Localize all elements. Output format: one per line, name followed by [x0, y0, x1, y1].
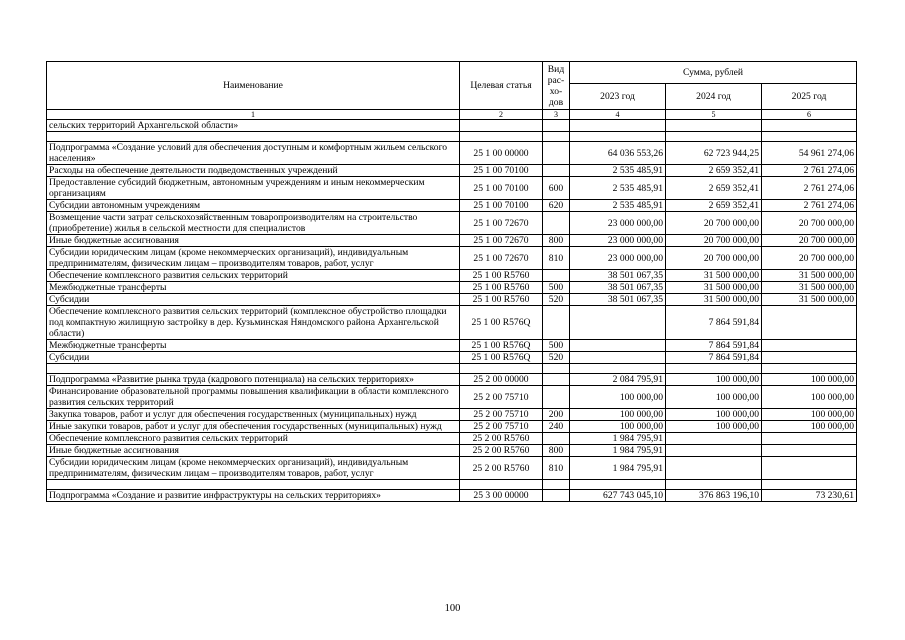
cell-sum-2024: [666, 445, 762, 457]
cell-sum-2023: [570, 306, 666, 340]
cell-sum-2023: 23 000 000,00: [570, 247, 666, 270]
empty-cell: [543, 132, 570, 142]
page-number: 100: [444, 603, 461, 614]
cell-sum-2024: 31 500 000,00: [666, 282, 762, 294]
cell-sum-2023: [570, 120, 666, 132]
spacer-row: [47, 132, 857, 142]
cell-name: Субсидии юридическим лицам (кроме некоммерческих организаций), индивидуальным предпринимателям, физическим лицам – производителям товаров, работ, услуг: [47, 247, 460, 270]
cell-name: Межбюджетные трансферты: [47, 340, 460, 352]
empty-cell: [762, 364, 857, 374]
column-number-row: [47, 110, 857, 120]
cell-sum-2024: 100 000,00: [666, 421, 762, 433]
table-row: [47, 352, 857, 364]
cell-target-article: 25 2 00 R5760: [460, 445, 543, 457]
cell-target-article: 25 1 00 70100: [460, 200, 543, 212]
header-year-2025: 2025 год: [762, 84, 857, 110]
table-row: [47, 306, 857, 340]
cell-sum-2024: 7 864 591,84: [666, 306, 762, 340]
table-row: [47, 235, 857, 247]
cell-sum-2025: 100 000,00: [762, 386, 857, 409]
column-number: 3: [543, 110, 570, 120]
cell-name: Обеспечение комплексного развития сельских территорий (комплексное обустройство площадки под компактную жилищную застройку в дер. Кузьминская Няндомского района Архангельской области): [47, 306, 460, 340]
header-year-2024: 2024 год: [666, 84, 762, 110]
cell-target-article: 25 1 00 72670: [460, 235, 543, 247]
empty-cell: [47, 132, 460, 142]
budget-table-body: [47, 120, 857, 502]
cell-name: Предоставление субсидий бюджетным, автономным учреждениям и иным некоммерческим организациям: [47, 177, 460, 200]
table-row: [47, 165, 857, 177]
cell-target-article: 25 1 00 R5760: [460, 294, 543, 306]
cell-sum-2025: 20 700 000,00: [762, 247, 857, 270]
header-sum: Сумма, рублей: [570, 62, 857, 84]
cell-sum-2024: 7 864 591,84: [666, 340, 762, 352]
cell-target-article: 25 1 00 R576Q: [460, 306, 543, 340]
header-year-2023: 2023 год: [570, 84, 666, 110]
cell-sum-2023: 1 984 795,91: [570, 457, 666, 480]
table-row: [47, 457, 857, 480]
cell-expense-type: [543, 165, 570, 177]
cell-target-article: 25 1 00 72670: [460, 247, 543, 270]
column-number: 1: [47, 110, 460, 120]
header-target-article: Целевая статья: [460, 62, 543, 110]
cell-target-article: 25 1 00 70100: [460, 177, 543, 200]
cell-sum-2023: [570, 352, 666, 364]
cell-expense-type: 810: [543, 457, 570, 480]
cell-sum-2025: [762, 306, 857, 340]
subprogram-row: [47, 142, 857, 165]
cell-sum-2025: 100 000,00: [762, 421, 857, 433]
spacer-row: [47, 364, 857, 374]
cell-sum-2024: 2 659 352,41: [666, 165, 762, 177]
empty-cell: [666, 364, 762, 374]
cell-name: Обеспечение комплексного развития сельских территорий: [47, 270, 460, 282]
cell-sum-2025: 20 700 000,00: [762, 212, 857, 235]
cell-name: Иные закупки товаров, работ и услуг для обеспечения государственных (муниципальных) нужд: [47, 421, 460, 433]
cell-target-article: 25 1 00 00000: [460, 142, 543, 165]
table-row: [47, 421, 857, 433]
cell-sum-2025: 2 761 274,06: [762, 165, 857, 177]
cell-name: Закупка товаров, работ и услуг для обеспечения государственных (муниципальных) нужд: [47, 409, 460, 421]
table-row: [47, 270, 857, 282]
cell-expense-type: [543, 212, 570, 235]
cell-sum-2024: [666, 433, 762, 445]
cell-name: Межбюджетные трансферты: [47, 282, 460, 294]
cell-sum-2023: 100 000,00: [570, 386, 666, 409]
cell-sum-2025: 100 000,00: [762, 374, 857, 386]
table-row: [47, 177, 857, 200]
cell-name: Субсидии: [47, 352, 460, 364]
cell-sum-2024: 2 659 352,41: [666, 200, 762, 212]
cell-name: Субсидии юридическим лицам (кроме некоммерческих организаций), индивидуальным предпринимателям, физическим лицам – производителям товаров, работ, услуг: [47, 457, 460, 480]
empty-cell: [570, 480, 666, 490]
header-name: Наименование: [47, 62, 460, 110]
cell-target-article: 25 2 00 75710: [460, 421, 543, 433]
cell-sum-2024: 100 000,00: [666, 386, 762, 409]
cell-name: Расходы на обеспечение деятельности подведомственных учреждений: [47, 165, 460, 177]
cell-expense-type: 520: [543, 294, 570, 306]
empty-cell: [543, 480, 570, 490]
cell-sum-2023: [570, 340, 666, 352]
cell-sum-2024: 31 500 000,00: [666, 294, 762, 306]
subprogram-row: [47, 120, 857, 132]
cell-target-article: 25 1 00 R5760: [460, 282, 543, 294]
empty-cell: [762, 132, 857, 142]
cell-sum-2024: [666, 457, 762, 480]
empty-cell: [666, 132, 762, 142]
empty-cell: [570, 364, 666, 374]
cell-target-article: 25 2 00 R5760: [460, 433, 543, 445]
cell-sum-2023: 100 000,00: [570, 409, 666, 421]
column-number: 5: [666, 110, 762, 120]
cell-name: сельских территорий Архангельской области»: [47, 120, 460, 132]
cell-name: Подпрограмма «Создание и развитие инфраструктуры на сельских территориях»: [47, 490, 460, 502]
cell-name: Иные бюджетные ассигнования: [47, 235, 460, 247]
cell-sum-2025: 100 000,00: [762, 409, 857, 421]
column-number: 6: [762, 110, 857, 120]
budget-page: [46, 61, 856, 502]
cell-target-article: 25 2 00 75710: [460, 409, 543, 421]
table-row: [47, 409, 857, 421]
cell-expense-type: 810: [543, 247, 570, 270]
empty-cell: [762, 480, 857, 490]
cell-sum-2023: 1 984 795,91: [570, 433, 666, 445]
table-row: [47, 200, 857, 212]
cell-expense-type: 620: [543, 200, 570, 212]
cell-sum-2024: 20 700 000,00: [666, 212, 762, 235]
cell-sum-2025: 73 230,61: [762, 490, 857, 502]
cell-expense-type: [543, 490, 570, 502]
cell-sum-2023: 23 000 000,00: [570, 212, 666, 235]
cell-sum-2024: 100 000,00: [666, 374, 762, 386]
cell-sum-2023: 38 501 067,35: [570, 270, 666, 282]
cell-target-article: 25 1 00 70100: [460, 165, 543, 177]
cell-expense-type: [543, 120, 570, 132]
cell-expense-type: 800: [543, 445, 570, 457]
cell-sum-2023: 38 501 067,35: [570, 294, 666, 306]
cell-sum-2025: [762, 457, 857, 480]
cell-sum-2025: 2 761 274,06: [762, 177, 857, 200]
cell-sum-2025: 54 961 274,06: [762, 142, 857, 165]
table-row: [47, 247, 857, 270]
column-number: 4: [570, 110, 666, 120]
cell-sum-2025: 20 700 000,00: [762, 235, 857, 247]
cell-target-article: [460, 120, 543, 132]
table-row: [47, 340, 857, 352]
cell-sum-2024: 7 864 591,84: [666, 352, 762, 364]
cell-sum-2023: 627 743 045,10: [570, 490, 666, 502]
cell-expense-type: [543, 306, 570, 340]
cell-sum-2023: 38 501 067,35: [570, 282, 666, 294]
cell-sum-2025: 31 500 000,00: [762, 282, 857, 294]
cell-sum-2025: 2 761 274,06: [762, 200, 857, 212]
empty-cell: [460, 364, 543, 374]
table-row: [47, 386, 857, 409]
cell-name: Подпрограмма «Создание условий для обеспечения доступным и комфортным жильем сельского населения»: [47, 142, 460, 165]
cell-sum-2025: [762, 340, 857, 352]
empty-cell: [460, 132, 543, 142]
cell-expense-type: 800: [543, 235, 570, 247]
cell-expense-type: 240: [543, 421, 570, 433]
table-row: [47, 433, 857, 445]
cell-sum-2024: 100 000,00: [666, 409, 762, 421]
empty-cell: [666, 480, 762, 490]
cell-sum-2024: 62 723 944,25: [666, 142, 762, 165]
cell-target-article: 25 2 00 R5760: [460, 457, 543, 480]
empty-cell: [570, 132, 666, 142]
cell-expense-type: [543, 270, 570, 282]
cell-sum-2023: 2 084 795,91: [570, 374, 666, 386]
cell-name: Подпрограмма «Развитие рынка труда (кадрового потенциала) на сельских территориях»: [47, 374, 460, 386]
cell-sum-2025: [762, 352, 857, 364]
spacer-row: [47, 480, 857, 490]
cell-target-article: 25 3 00 00000: [460, 490, 543, 502]
table-row: [47, 445, 857, 457]
cell-target-article: 25 2 00 00000: [460, 374, 543, 386]
cell-expense-type: [543, 374, 570, 386]
cell-sum-2024: 20 700 000,00: [666, 247, 762, 270]
cell-sum-2025: [762, 433, 857, 445]
cell-expense-type: 200: [543, 409, 570, 421]
cell-target-article: 25 1 00 72670: [460, 212, 543, 235]
cell-sum-2023: 1 984 795,91: [570, 445, 666, 457]
cell-expense-type: 500: [543, 282, 570, 294]
cell-target-article: 25 1 00 R5760: [460, 270, 543, 282]
empty-cell: [47, 364, 460, 374]
cell-expense-type: 500: [543, 340, 570, 352]
cell-sum-2025: 31 500 000,00: [762, 270, 857, 282]
cell-sum-2024: 376 863 196,10: [666, 490, 762, 502]
cell-expense-type: 520: [543, 352, 570, 364]
subprogram-row: [47, 490, 857, 502]
empty-cell: [460, 480, 543, 490]
cell-sum-2024: 2 659 352,41: [666, 177, 762, 200]
budget-table: [46, 61, 857, 502]
cell-sum-2025: 31 500 000,00: [762, 294, 857, 306]
table-row: [47, 212, 857, 235]
cell-target-article: 25 1 00 R576Q: [460, 352, 543, 364]
empty-cell: [47, 480, 460, 490]
cell-name: Возмещение части затрат сельскохозяйственным товаропроизводителям на строительство (приобретение) жилья в сельской местности для специалистов: [47, 212, 460, 235]
header-expense-type: Вид рас-хо-дов: [543, 62, 570, 110]
cell-expense-type: [543, 142, 570, 165]
cell-sum-2025: [762, 445, 857, 457]
cell-sum-2023: 2 535 485,91: [570, 200, 666, 212]
cell-expense-type: [543, 386, 570, 409]
cell-name: Финансирование образовательной программы повышения квалификации в области комплексного развития сельских территорий: [47, 386, 460, 409]
cell-sum-2023: 2 535 485,91: [570, 177, 666, 200]
cell-sum-2024: 20 700 000,00: [666, 235, 762, 247]
cell-sum-2023: 2 535 485,91: [570, 165, 666, 177]
table-row: [47, 282, 857, 294]
cell-sum-2024: 31 500 000,00: [666, 270, 762, 282]
cell-name: Иные бюджетные ассигнования: [47, 445, 460, 457]
cell-expense-type: 600: [543, 177, 570, 200]
table-row: [47, 294, 857, 306]
cell-target-article: 25 2 00 75710: [460, 386, 543, 409]
cell-sum-2025: [762, 120, 857, 132]
subprogram-row: [47, 374, 857, 386]
column-number: 2: [460, 110, 543, 120]
cell-name: Субсидии автономным учреждениям: [47, 200, 460, 212]
cell-sum-2023: 100 000,00: [570, 421, 666, 433]
cell-expense-type: [543, 433, 570, 445]
cell-sum-2023: 64 036 553,26: [570, 142, 666, 165]
cell-name: Субсидии: [47, 294, 460, 306]
cell-name: Обеспечение комплексного развития сельских территорий: [47, 433, 460, 445]
cell-sum-2024: [666, 120, 762, 132]
cell-sum-2023: 23 000 000,00: [570, 235, 666, 247]
cell-target-article: 25 1 00 R576Q: [460, 340, 543, 352]
empty-cell: [543, 364, 570, 374]
